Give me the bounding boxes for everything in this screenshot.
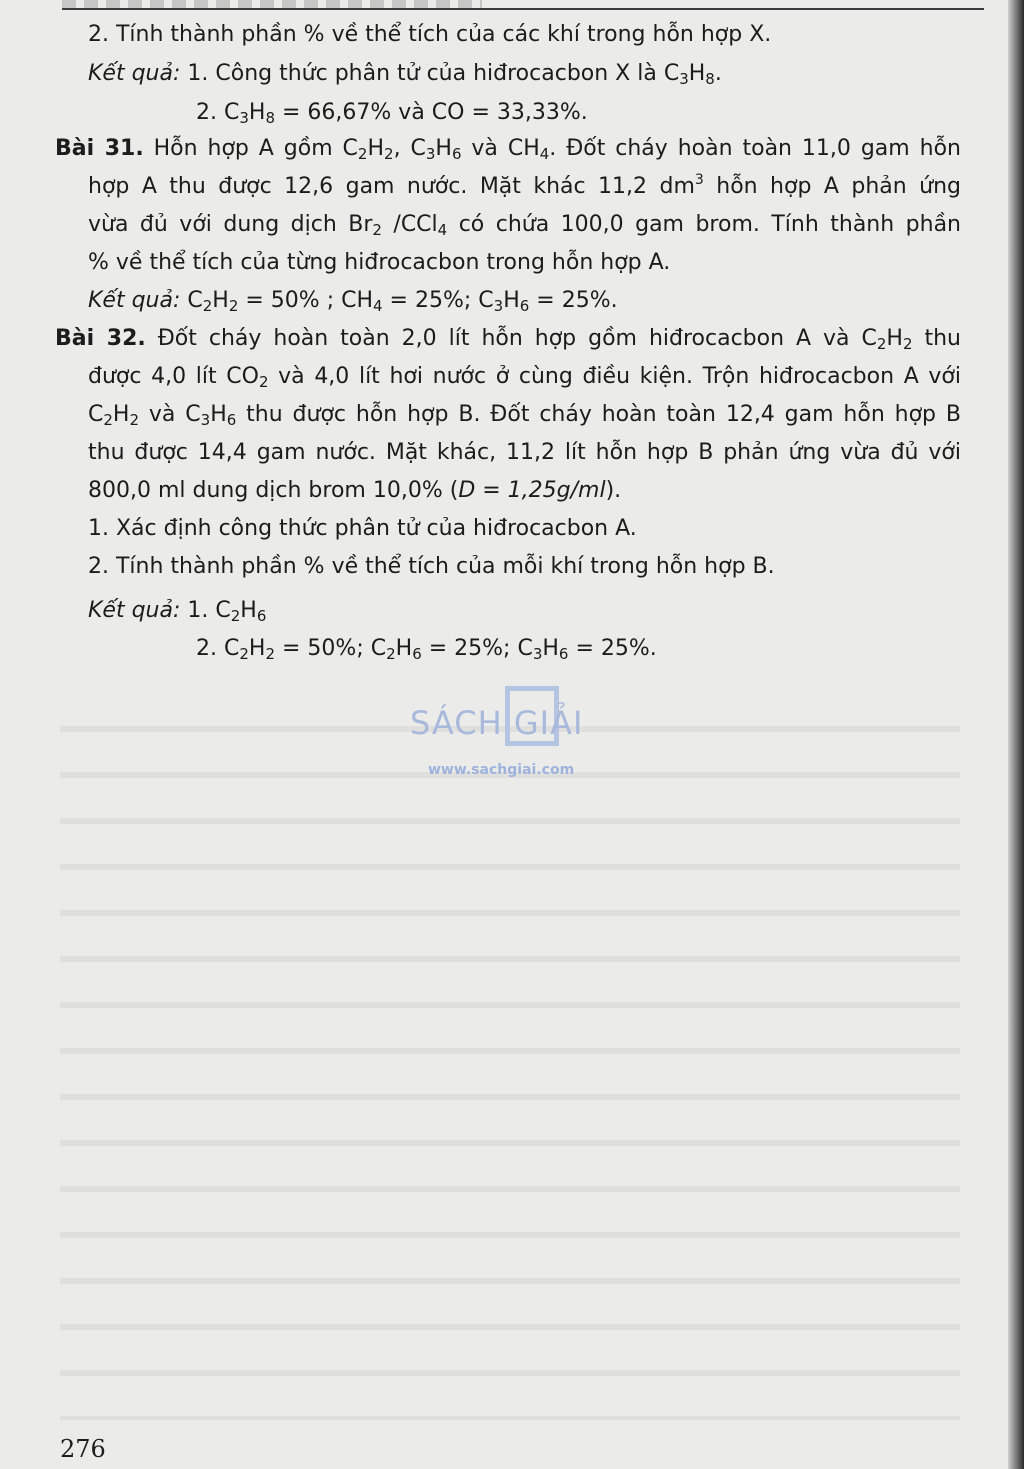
body-text: H (367, 136, 385, 161)
body-text: thu được hỗn hợp B. Đốt cháy hoàn toàn 12,4 gam hỗn hợp B (236, 402, 961, 427)
body-text: vừa đủ với dung dịch Br (88, 212, 373, 237)
result-text: = 25%. (568, 636, 657, 661)
exercise-32-question-1 (88, 514, 637, 544)
result-text: = 25%; C (421, 636, 533, 661)
exercise-32-line-3 (88, 400, 961, 430)
question-text: 1. Xác định công thức phân tử của hiđrocacbon A. (88, 516, 637, 541)
result-text: . (714, 61, 722, 86)
result-line (88, 59, 722, 89)
subscript: 2 (372, 221, 382, 239)
subscript: 2 (228, 297, 239, 315)
result-text: H (503, 288, 520, 313)
subscript: 4 (437, 221, 448, 239)
subscript: 4 (539, 145, 550, 163)
body-text: C (88, 402, 104, 427)
subscript: 3 (493, 297, 504, 315)
body-text: có chứa 100,0 gam brom. Tính thành phần (447, 212, 961, 237)
header-rule (62, 8, 984, 10)
subscript: 6 (412, 645, 422, 663)
result-text: H (542, 636, 559, 661)
result-text: = 66,67% và CO = 33,33%. (275, 100, 588, 125)
result-text: H (248, 100, 266, 125)
result-text: = 25%; C (382, 288, 494, 313)
subscript: 2 (357, 145, 368, 163)
body-text: H (435, 136, 452, 161)
subscript: 3 (200, 411, 211, 429)
subscript: 2 (902, 335, 913, 353)
body-text: Đốt cháy hoàn toàn 2,0 lít hỗn hợp gồm hiđrocacbon A và C (145, 326, 877, 351)
body-text: và C (139, 402, 201, 427)
body-text: hỗn hợp A phản ứng (703, 174, 961, 199)
exercise-title: Bài 32. (55, 326, 146, 351)
exercise-32-result-2 (196, 634, 657, 664)
body-text: và CH (461, 136, 540, 161)
watermark-logo-text: SÁCH GIẢI (410, 704, 584, 742)
exercise-32-line-5 (88, 476, 621, 506)
result-text: H (688, 61, 706, 86)
result-text: = 25%. (529, 288, 618, 313)
subscript: 2 (239, 645, 249, 663)
density-formula: D = 1,25g/ml (458, 478, 606, 503)
body-text: H (210, 402, 227, 427)
result-text: 1. C (180, 598, 231, 623)
exercise-31-line-4 (88, 248, 670, 278)
exercise-32-result-1 (88, 596, 266, 626)
body-text: , C (393, 136, 426, 161)
result-text: 2. C (196, 636, 240, 661)
result-text: = 50% ; CH (238, 288, 374, 313)
body-text: . Đốt cháy hoàn toàn 11,0 gam hỗn (549, 136, 961, 161)
subscript: 6 (558, 645, 569, 663)
result-text: 1. Công thức phân tử của hiđrocacbon X là C (187, 61, 680, 86)
body-text: H (112, 402, 130, 427)
result-label: Kết quả: (88, 598, 181, 623)
exercise-31-line-1 (55, 134, 961, 164)
bleed-through-text (60, 700, 960, 1420)
subscript: 3 (679, 70, 689, 88)
exercise-31-line-3 (88, 210, 961, 240)
result-label: Kết quả: (88, 288, 181, 313)
subscript: 2 (129, 411, 140, 429)
exercise-32-line-4 (88, 438, 961, 468)
body-text: và 4,0 lít hơi nước ở cùng điều kiện. Trộn hiđrocacbon A với (268, 364, 961, 389)
result-text: H (395, 636, 413, 661)
subscript: 8 (265, 109, 275, 127)
body-text: /CCl (381, 212, 438, 237)
subscript: 4 (373, 297, 383, 315)
subscript: 6 (256, 607, 267, 625)
body-text: được 4,0 lít CO (88, 364, 259, 389)
exercise-32-line-2 (88, 362, 961, 392)
exercise-32-question-2 (88, 552, 775, 582)
body-text: Hỗn hợp A gồm C (143, 136, 358, 161)
exercise-32-line-1 (55, 324, 961, 354)
subscript: 2 (258, 373, 269, 391)
question-line (88, 20, 771, 50)
subscript: 2 (384, 145, 394, 163)
result-text: H (248, 636, 266, 661)
subscript: 2 (386, 645, 396, 663)
body-text: ). (605, 478, 622, 503)
body-text: thu được 14,4 gam nước. Mặt khác, 11,2 lít hỗn hợp B phản ứng vừa đủ với (88, 440, 961, 465)
result-label: Kết quả: (88, 61, 181, 86)
subscript: 2 (265, 645, 275, 663)
body-text: hợp A thu được 12,6 gam nước. Mặt khác 11,2 dm (88, 174, 695, 199)
subscript: 3 (239, 109, 249, 127)
watermark (410, 686, 620, 786)
exercise-title: Bài 31. (55, 136, 144, 161)
page-edge-shadow (1008, 0, 1024, 1469)
subscript: 2 (103, 411, 113, 429)
result-text: H (212, 288, 229, 313)
faded-header-text (62, 0, 482, 8)
subscript: 6 (519, 297, 530, 315)
body-text: H (886, 326, 903, 351)
subscript: 6 (451, 145, 462, 163)
body-text: 800,0 ml dung dịch brom 10,0% ( (88, 478, 459, 503)
subscript: 6 (226, 411, 237, 429)
subscript: 2 (876, 335, 887, 353)
result-text: = 50%; C (275, 636, 387, 661)
question-text: 2. Tính thành phần % về thể tích của các khí trong hỗn hợp X. (88, 22, 772, 47)
subscript: 8 (705, 70, 715, 88)
result-line (196, 98, 588, 128)
watermark-url: www.sachgiai.com (428, 762, 575, 778)
subscript: 3 (425, 145, 436, 163)
body-text: thu (912, 326, 962, 351)
result-text: H (240, 598, 257, 623)
exercise-31-result (88, 286, 618, 316)
subscript: 3 (532, 645, 543, 663)
result-text: C (180, 288, 203, 313)
page-number: 276 (60, 1435, 106, 1463)
question-text: 2. Tính thành phần % về thể tích của mỗi khí trong hỗn hợp B. (88, 554, 775, 579)
result-text: 2. C (196, 100, 240, 125)
subscript: 2 (202, 297, 213, 315)
exercise-31-line-2 (88, 172, 961, 202)
body-text: % về thể tích của từng hiđrocacbon trong hỗn hợp A. (88, 250, 671, 275)
superscript: 3 (694, 172, 704, 188)
subscript: 2 (230, 607, 241, 625)
